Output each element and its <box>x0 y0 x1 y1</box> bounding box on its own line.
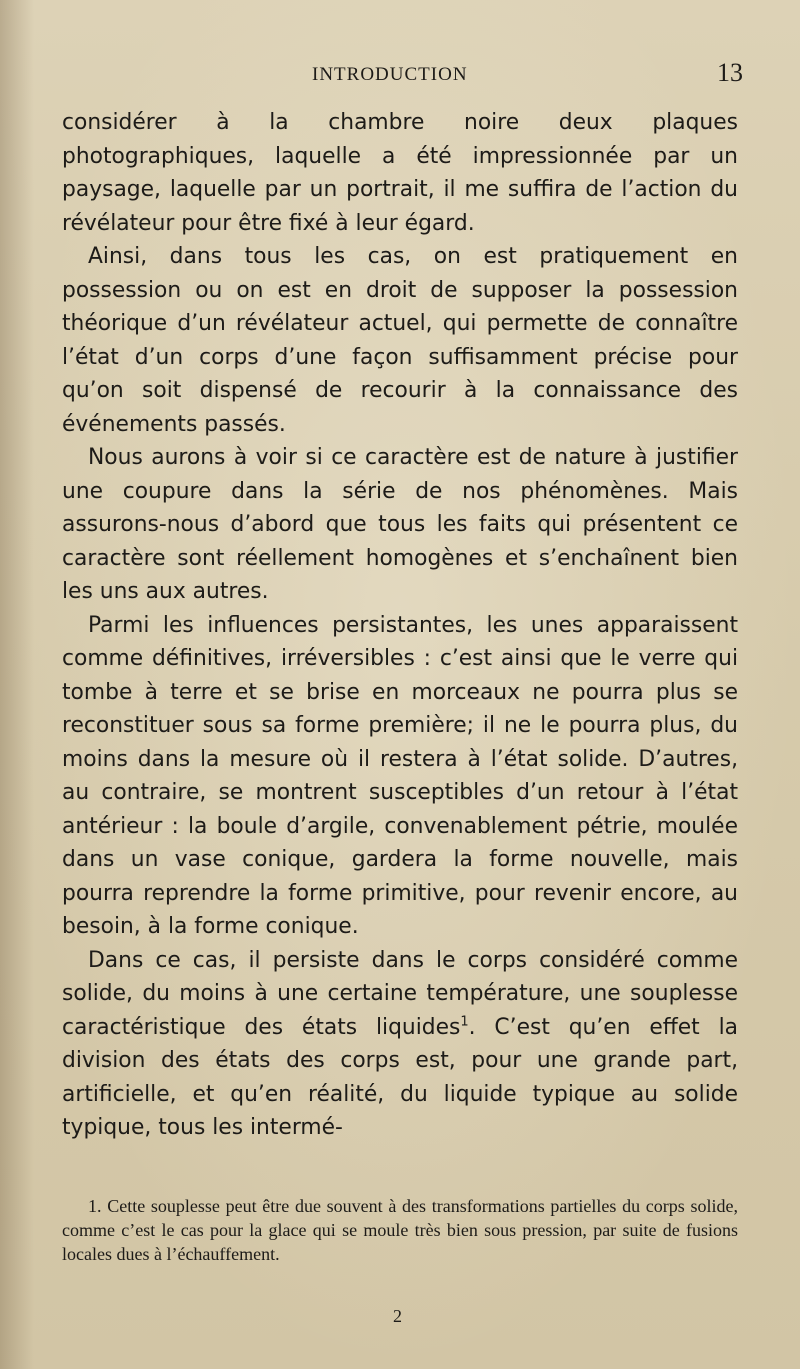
running-title: INTRODUCTION <box>312 64 468 85</box>
footnote: 1. Cette souplesse peut être due souvent à des transformations partielles du corps solide, comme c’est le cas pour la glace qui se moule très bien sous pression, par suite de fusions locales dues à l’échauffement. <box>62 1196 738 1264</box>
signature-mark: 2 <box>393 1306 402 1326</box>
page-header <box>0 58 800 98</box>
paragraph-4: Parmi les influences persistantes, les unes apparaissent comme définitives, irréversibles : c’est ainsi que le verre qui tombe à terre et se brise en morceaux ne pourra plus se reconstituer sous sa forme première; il ne le pourra plus, du moins dans la mesure où il restera à l’état solide. D’autres, au contraire, se montrent susceptibles d’un retour à l’état antérieur : la boule d’argile, convenablement pétrie, moulée dans un vase conique, gardera la forme nouvelle, mais pourra reprendre la forme primitive, pour revenir encore, au besoin, à la forme conique. <box>62 612 738 939</box>
page-number: 13 <box>717 58 743 87</box>
paragraph-3: Nous aurons à voir si ce caractère est de nature à justifier une coupure dans la série de nos phénomènes. Mais assurons-nous d’abord que tous les faits qui présentent ce caractère sont réellement homogènes et s’enchaînent bien les uns aux autres. <box>62 445 738 604</box>
page-gutter-shadow <box>0 0 34 1369</box>
paragraph-5 <box>62 944 738 1145</box>
body-text <box>62 106 738 1145</box>
paragraph-1: considérer à la chambre noire deux plaques photographiques, laquelle a été impressionnée par un paysage, laquelle par un portrait, il me suffira de l’action du révélateur pour être fixé à leur égard. <box>62 110 738 236</box>
footnote-reference: 1 <box>460 1014 469 1030</box>
paragraph-2: Ainsi, dans tous les cas, on est pratiquement en possession ou on est en droit de supposer la possession théorique d’un révélateur actuel, qui permette de connaître l’état d’un corps d’une façon suffisamment précise pour qu’on soit dispensé de recourir à la connaissance des événements passés. <box>62 244 738 437</box>
paragraph-5-continuation: . C’est qu’en effet la division des états des corps est, pour une grande part, artificielle, et qu’en réalité, du liquide typique au solide typique, tous les intermé- <box>62 1014 738 1140</box>
paragraph-5-text: Dans ce cas, il persiste dans le corps considéré comme solide, du moins à une certaine température, une souplesse caractéristique des états liquides <box>62 947 738 1040</box>
